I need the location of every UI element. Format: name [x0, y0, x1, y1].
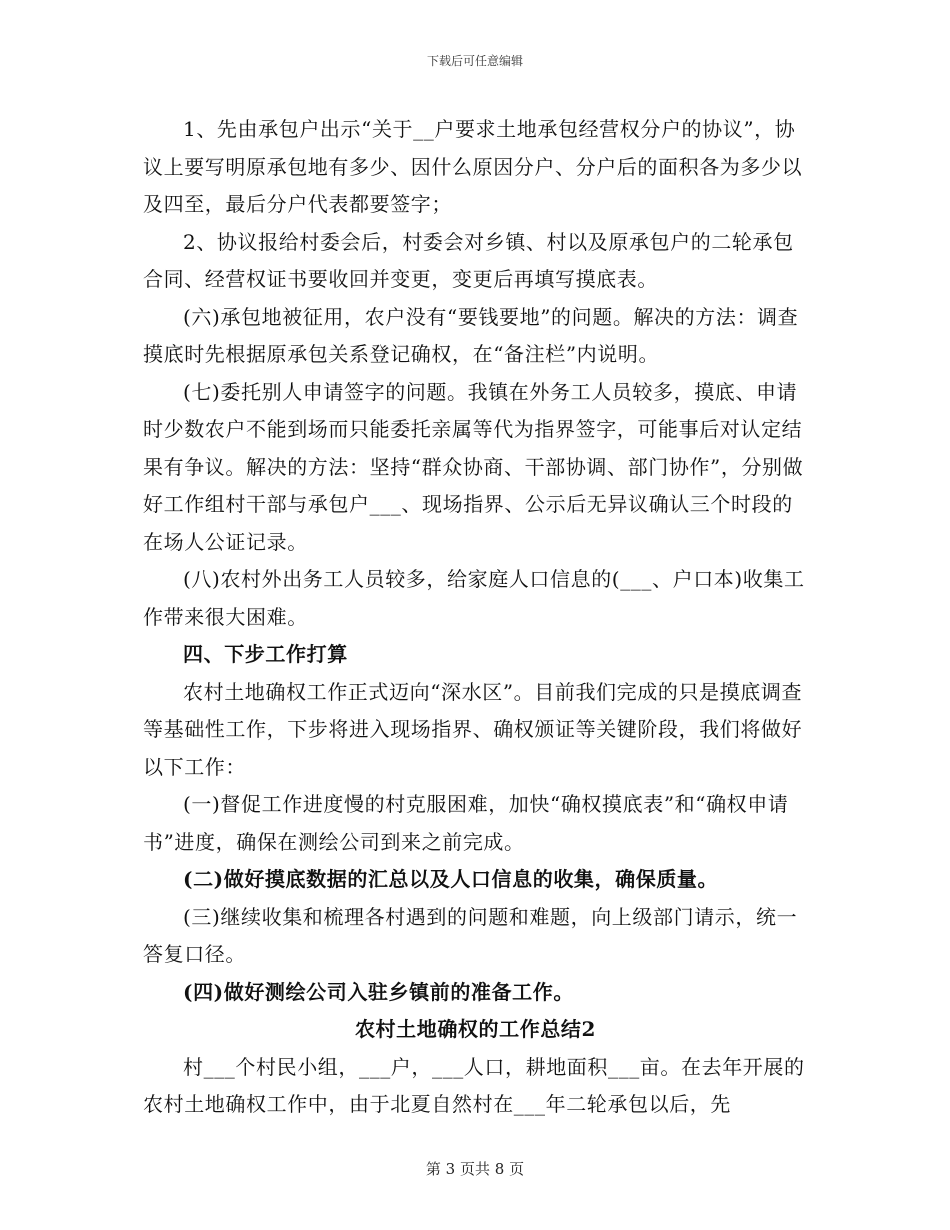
page-footer: 第 3 页共 8 页	[425, 1160, 525, 1178]
paragraph-bold: (四)做好测绘公司入驻乡镇前的准备工作。	[183, 979, 574, 1004]
paragraph: (六)承包地被征用，农户没有“要钱要地”的问题。解决的方法：调查摸底时先根据原承包关系登记确权，在“备注栏”内说明。	[143, 304, 799, 366]
paragraph-bold: (二)做好摸底数据的汇总以及人口信息的收集，确保质量。	[183, 867, 719, 891]
paragraph: (八)农村外出务工人员较多，给家庭人口信息的(___、户口本)收集工作带来很大困难。	[143, 567, 805, 629]
paragraph: 1、先由承包户出示“关于__户要求土地承包经营权分户的协议”，协议上要写明原承包地有多少、因什么原因分户、分户后的面积各为多少以及四至，最后分户代表都要签字；	[143, 117, 803, 216]
section-heading: 四、下步工作打算	[183, 642, 348, 666]
page-header: 下载后可任意编辑	[426, 54, 523, 68]
document-body	[143, 111, 808, 1124]
paragraph: 村___个村民小组，___户，___人口，耕地面积___亩。在去年开展的农村土地确权工作中，由于北夏自然村在___年二轮承包以后，先	[143, 1054, 805, 1116]
paragraph: 2、协议报给村委会后，村委会对乡镇、村以及原承包户的二轮承包合同、经营权证书要收回并变更，变更后再填写摸底表。	[143, 229, 794, 291]
paragraph: (七)委托别人申请签字的问题。我镇在外务工人员较多，摸底、申请时少数农户不能到场而只能委托亲属等代为指界签字，可能事后对认定结果有争议。解决的方法：坚持“群众协商、干部协调、部门协作”，分别做好工作组村干部与承包户___、现场指界、公示后无异议确认三个时段的在场人公证记录。	[143, 379, 804, 554]
paragraph: (三)继续收集和梳理各村遇到的问题和难题，向上级部门请示，统一答复口径。	[143, 904, 798, 966]
paragraph: (一)督促工作进度慢的村克服困难，加快“确权摸底表”和“确权申请书”进度，确保在测绘公司到来之前完成。	[143, 792, 789, 854]
document-title: 农村土地确权的工作总结2	[354, 1017, 597, 1041]
paragraph: 农村土地确权工作正式迈向“深水区”。目前我们完成的只是摸底调查等基础性工作，下步将进入现场指界、确权颁证等关键阶段，我们将做好以下工作：	[143, 679, 803, 779]
